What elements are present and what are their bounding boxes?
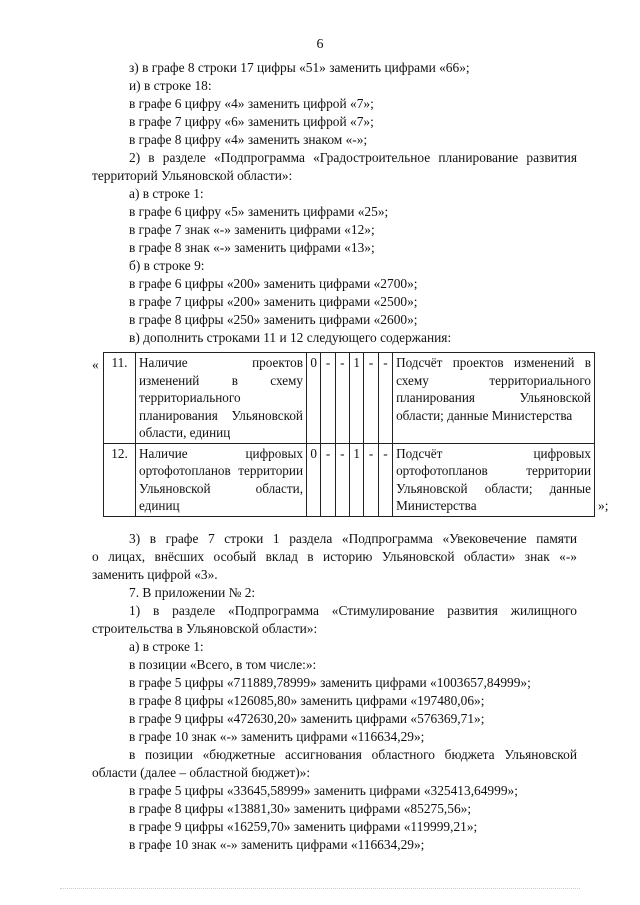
text-line: в графе 6 цифру «5» заменить цифрами «25»;	[129, 204, 389, 219]
text-line: в графе 9 цифры «16259,70» заменить цифрами «119999,21»;	[129, 819, 478, 834]
text-line: в графе 8 цифры «126085,80» заменить цифрами «197480,06»;	[129, 693, 485, 708]
value-cell: 0	[307, 353, 321, 444]
text-line: б) в строке 9:	[129, 258, 205, 273]
text-line: 1) в разделе «Подпрограмма «Стимулирование развития жилищного	[129, 603, 577, 618]
text-line: в графе 7 цифры «200» заменить цифрами «2500»;	[129, 294, 418, 309]
text-line: в графе 5 цифры «33645,58999» заменить цифрами «325413,64999»;	[129, 783, 518, 798]
page-number: 6	[316, 37, 324, 52]
value-cell: -	[321, 353, 335, 444]
table-row	[104, 353, 595, 444]
text-line: территорий Ульяновской области»:	[92, 168, 293, 183]
closing-quote: »;	[598, 498, 609, 513]
indicator-name: Наличие цифровых ортофотопланов территории Ульяновской области, единиц	[135, 443, 306, 516]
value-cell: 1	[350, 443, 364, 516]
inserted-rows-table	[103, 352, 595, 517]
text-line: в графе 6 цифры «200» заменить цифрами «2700»;	[129, 276, 418, 291]
text-line: 7. В приложении № 2:	[129, 585, 256, 600]
text-line: и) в строке 18:	[129, 78, 212, 93]
text-line: а) в строке 1:	[129, 639, 204, 654]
table-row	[104, 443, 595, 516]
text-line: з) в графе 8 строки 17 цифры «51» заменить цифрами «66»;	[129, 60, 470, 75]
text-line: в графе 10 знак «-» заменить цифрами «116634,29»;	[129, 729, 425, 744]
text-line: в графе 8 цифры «13881,30» заменить цифрами «85275,56»;	[129, 801, 472, 816]
text-line: в графе 7 цифру «6» заменить цифрой «7»;	[129, 114, 374, 129]
text-line: в графе 8 цифру «4» заменить знаком «-»;	[129, 132, 368, 147]
text-line: в графе 6 цифру «4» заменить цифрой «7»;	[129, 96, 374, 111]
text-line: в позиции «бюджетные ассигнования областного бюджета Ульяновской	[129, 747, 577, 762]
value-cell: 0	[307, 443, 321, 516]
value-cell: -	[378, 443, 392, 516]
text-line: а) в строке 1:	[129, 186, 204, 201]
indicator-name: Наличие проектов изменений в схему территориального планирования Ульяновской области, единиц	[135, 353, 306, 444]
text-line: строительства в Ульяновской области»:	[92, 621, 318, 636]
row-number: 11.	[104, 353, 136, 444]
opening-quote: «	[92, 357, 99, 372]
text-line: 3) в графе 7 строки 1 раздела «Подпрограмма «Увековечение памяти	[129, 531, 577, 546]
text-line: в графе 8 цифры «250» заменить цифрами «2600»;	[129, 312, 418, 327]
row-number: 12.	[104, 443, 136, 516]
text-line: о лицах, внёсших особый вклад в историю Ульяновской области» знак «-»	[92, 549, 577, 564]
text-line: в графе 5 цифры «711889,78999» заменить цифрами «1003657,84999»;	[129, 675, 531, 690]
text-line: в графе 10 знак «-» заменить цифрами «116634,29»;	[129, 837, 425, 852]
text-line: 2) в разделе «Подпрограмма «Градостроительное планирование развития	[129, 150, 577, 165]
value-cell: -	[378, 353, 392, 444]
text-line: в позиции «Всего, в том числе:»:	[129, 657, 317, 672]
text-line: в графе 8 знак «-» заменить цифрами «13»;	[129, 240, 375, 255]
value-cell: -	[364, 353, 378, 444]
value-cell: -	[321, 443, 335, 516]
value-cell: -	[335, 443, 349, 516]
data-source: Подсчёт цифровых ортофотопланов территории Ульяновской области; данные Министерства	[393, 443, 595, 516]
text-line: в) дополнить строками 11 и 12 следующего содержания:	[129, 330, 452, 345]
value-cell: -	[364, 443, 378, 516]
text-line: заменить цифрой «3».	[92, 567, 218, 582]
scan-noise-divider	[60, 888, 580, 893]
text-line: в графе 9 цифры «472630,20» заменить цифрами «576369,71»;	[129, 711, 485, 726]
value-cell: -	[335, 353, 349, 444]
text-line: области (далее – областной бюджет)»:	[92, 765, 311, 780]
text-line: в графе 7 знак «-» заменить цифрами «12»;	[129, 222, 375, 237]
value-cell: 1	[350, 353, 364, 444]
data-source: Подсчёт проектов изменений в схему территориального планирования Ульяновской области; данные Министерства	[393, 353, 595, 444]
